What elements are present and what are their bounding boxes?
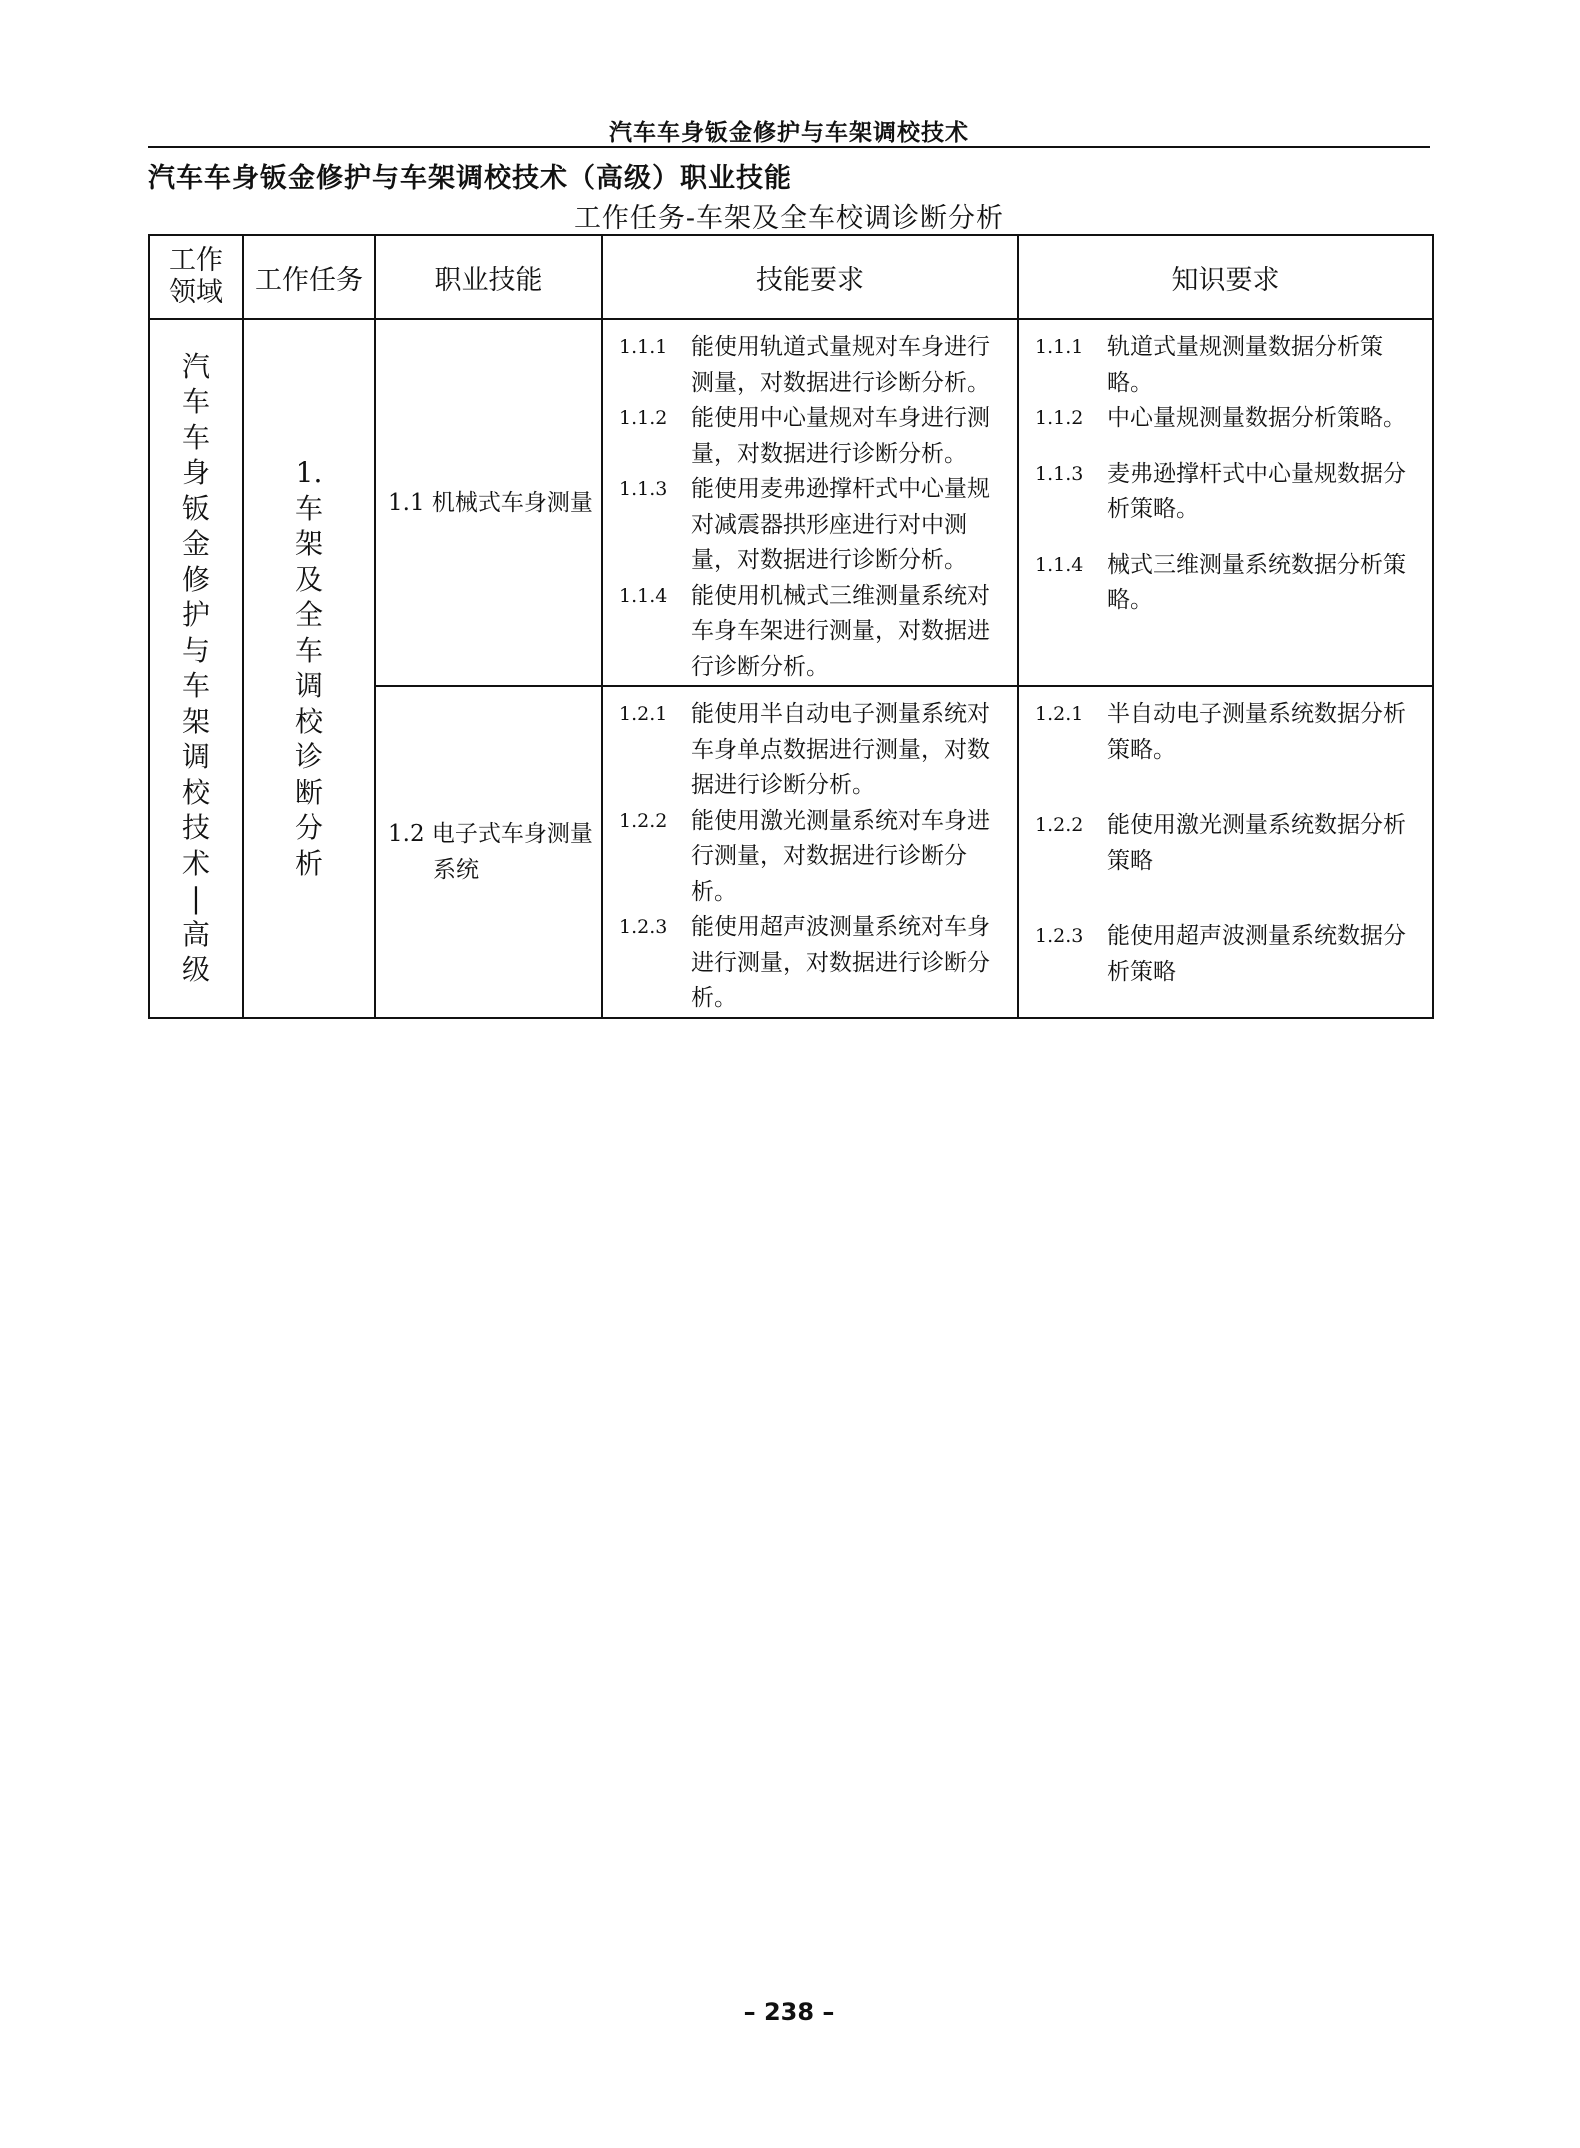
work-domain-cell xyxy=(149,319,243,1018)
requirement-number: 1.1.3 xyxy=(1035,462,1084,485)
column-header-domain: 工作 领域 xyxy=(149,235,243,319)
skill-cell xyxy=(375,319,602,686)
requirement-number: 1.2.2 xyxy=(619,809,668,832)
requirement-text: 械式三维测量系统数据分析策略。 xyxy=(1107,551,1406,613)
work-task-char: 架 xyxy=(294,527,323,561)
requirement-item xyxy=(1035,919,1424,990)
work-task-char: 车 xyxy=(294,491,323,525)
work-domain-char: 架 xyxy=(181,704,210,738)
requirement-item xyxy=(619,472,1009,579)
work-task-char: 车 xyxy=(294,633,323,667)
skill-name: 1.2 电子式车身测量系统 xyxy=(388,820,593,883)
work-task-char: 1. xyxy=(295,456,323,490)
table-row xyxy=(149,319,1433,686)
requirement-text: 能使用超声波测量系统数据分析策略 xyxy=(1107,923,1406,985)
column-header-knowledge-requirements: 知识要求 xyxy=(1018,235,1433,319)
header-rule xyxy=(148,146,1430,148)
work-task-char: 诊 xyxy=(294,740,323,774)
work-task-char: 调 xyxy=(294,669,323,703)
requirement-number: 1.1.4 xyxy=(619,584,668,607)
requirement-item xyxy=(619,330,1009,401)
requirement-text: 能使用机械式三维测量系统对车身车架进行测量，对数据进行诊断分析。 xyxy=(691,582,990,680)
requirement-item xyxy=(1035,401,1424,437)
requirement-number: 1.1.2 xyxy=(1035,407,1084,429)
work-task-char: 分 xyxy=(294,811,323,845)
requirement-number: 1.2.2 xyxy=(1035,814,1084,836)
knowledge-requirements-cell xyxy=(1018,319,1433,686)
running-header: 汽车车身钣金修护与车架调校技术 xyxy=(609,120,969,146)
work-domain-char: 汽 xyxy=(181,349,210,383)
work-domain-char: | xyxy=(191,882,201,916)
requirement-item xyxy=(619,579,1009,686)
requirement-number: 1.2.1 xyxy=(619,703,668,725)
work-domain-char: 高 xyxy=(181,917,210,951)
work-domain-char: 车 xyxy=(181,385,210,419)
work-domain-char: 修 xyxy=(181,562,210,596)
requirement-item xyxy=(1035,548,1424,619)
requirement-text: 能使用激光测量系统数据分析策略 xyxy=(1107,812,1406,874)
skills-table xyxy=(148,234,1434,1019)
requirement-text: 能使用超声波测量系统对车身进行测量，对数据进行诊断分析。 xyxy=(691,914,990,1011)
requirement-text: 能使用麦弗逊撑杆式中心量规对减震器拱形座进行对中测量，对数据进行诊断分析。 xyxy=(691,476,990,573)
column-header-task: 工作任务 xyxy=(243,235,375,319)
requirement-text: 中心量规测量数据分析策略。 xyxy=(1107,405,1406,431)
knowledge-requirements-cell xyxy=(1018,686,1433,1018)
requirement-number: 1.2.1 xyxy=(1035,703,1084,725)
requirement-number: 1.1.1 xyxy=(619,336,668,358)
requirement-item xyxy=(619,804,1009,911)
column-header-skill-requirements: 技能要求 xyxy=(602,235,1018,319)
requirement-item xyxy=(1035,330,1424,401)
work-domain-char: 与 xyxy=(181,633,210,667)
page-number: – 238 – xyxy=(743,1998,835,2026)
work-domain-char: 金 xyxy=(181,527,210,561)
table-header-row xyxy=(149,235,1433,319)
requirement-text: 轨道式量规测量数据分析策略。 xyxy=(1107,334,1383,396)
requirement-text: 麦弗逊撑杆式中心量规数据分析策略。 xyxy=(1107,460,1406,522)
work-task-cell xyxy=(243,319,375,1018)
requirement-item xyxy=(619,910,1009,1017)
requirement-text: 能使用激光测量系统对车身进行测量，对数据进行诊断分析。 xyxy=(691,807,990,905)
work-task-char: 校 xyxy=(294,704,323,738)
work-domain-char: 车 xyxy=(181,669,210,703)
work-task-char: 断 xyxy=(294,775,323,809)
skill-cell xyxy=(375,686,602,1018)
work-task-char: 及 xyxy=(294,562,323,596)
requirement-text: 能使用半自动电子测量系统对车身单点数据进行测量，对数据进行诊断分析。 xyxy=(691,701,990,798)
table-title: 工作任务-车架及全车校调诊断分析 xyxy=(573,203,1005,234)
column-header-skill: 职业技能 xyxy=(375,235,602,319)
requirement-number: 1.1.1 xyxy=(1035,336,1084,358)
requirement-number: 1.1.2 xyxy=(619,407,668,429)
requirement-number: 1.1.3 xyxy=(619,478,668,500)
skill-name: 1.1 机械式车身测量 xyxy=(388,489,593,516)
requirement-item xyxy=(1035,697,1424,768)
requirement-text: 能使用轨道式量规对车身进行测量，对数据进行诊断分析。 xyxy=(691,334,990,396)
requirement-number: 1.1.4 xyxy=(1035,553,1084,576)
work-domain-char: 校 xyxy=(181,775,210,809)
work-domain-char: 身 xyxy=(181,456,210,490)
work-domain-char: 钣 xyxy=(181,491,210,525)
requirement-item xyxy=(619,697,1009,804)
requirement-number: 1.2.3 xyxy=(619,916,668,938)
work-domain-char: 级 xyxy=(181,953,210,987)
skill-requirements-cell xyxy=(602,319,1018,686)
requirement-item xyxy=(619,401,1009,472)
requirement-item xyxy=(1035,808,1424,879)
work-domain-char: 护 xyxy=(181,598,210,632)
requirement-item xyxy=(1035,457,1424,528)
requirement-text: 半自动电子测量系统数据分析策略。 xyxy=(1107,701,1406,763)
work-domain-char: 技 xyxy=(181,811,210,845)
work-task-char: 析 xyxy=(294,846,323,880)
work-domain-char: 术 xyxy=(181,846,210,880)
work-task-char: 全 xyxy=(294,598,323,632)
requirement-text: 能使用中心量规对车身进行测量，对数据进行诊断分析。 xyxy=(691,405,990,467)
skill-requirements-cell xyxy=(602,686,1018,1018)
document-title: 汽车车身钣金修护与车架调校技术（高级）职业技能 xyxy=(148,163,792,194)
work-domain-char: 调 xyxy=(181,740,210,774)
work-domain-char: 车 xyxy=(181,420,210,454)
requirement-number: 1.2.3 xyxy=(1035,925,1084,947)
